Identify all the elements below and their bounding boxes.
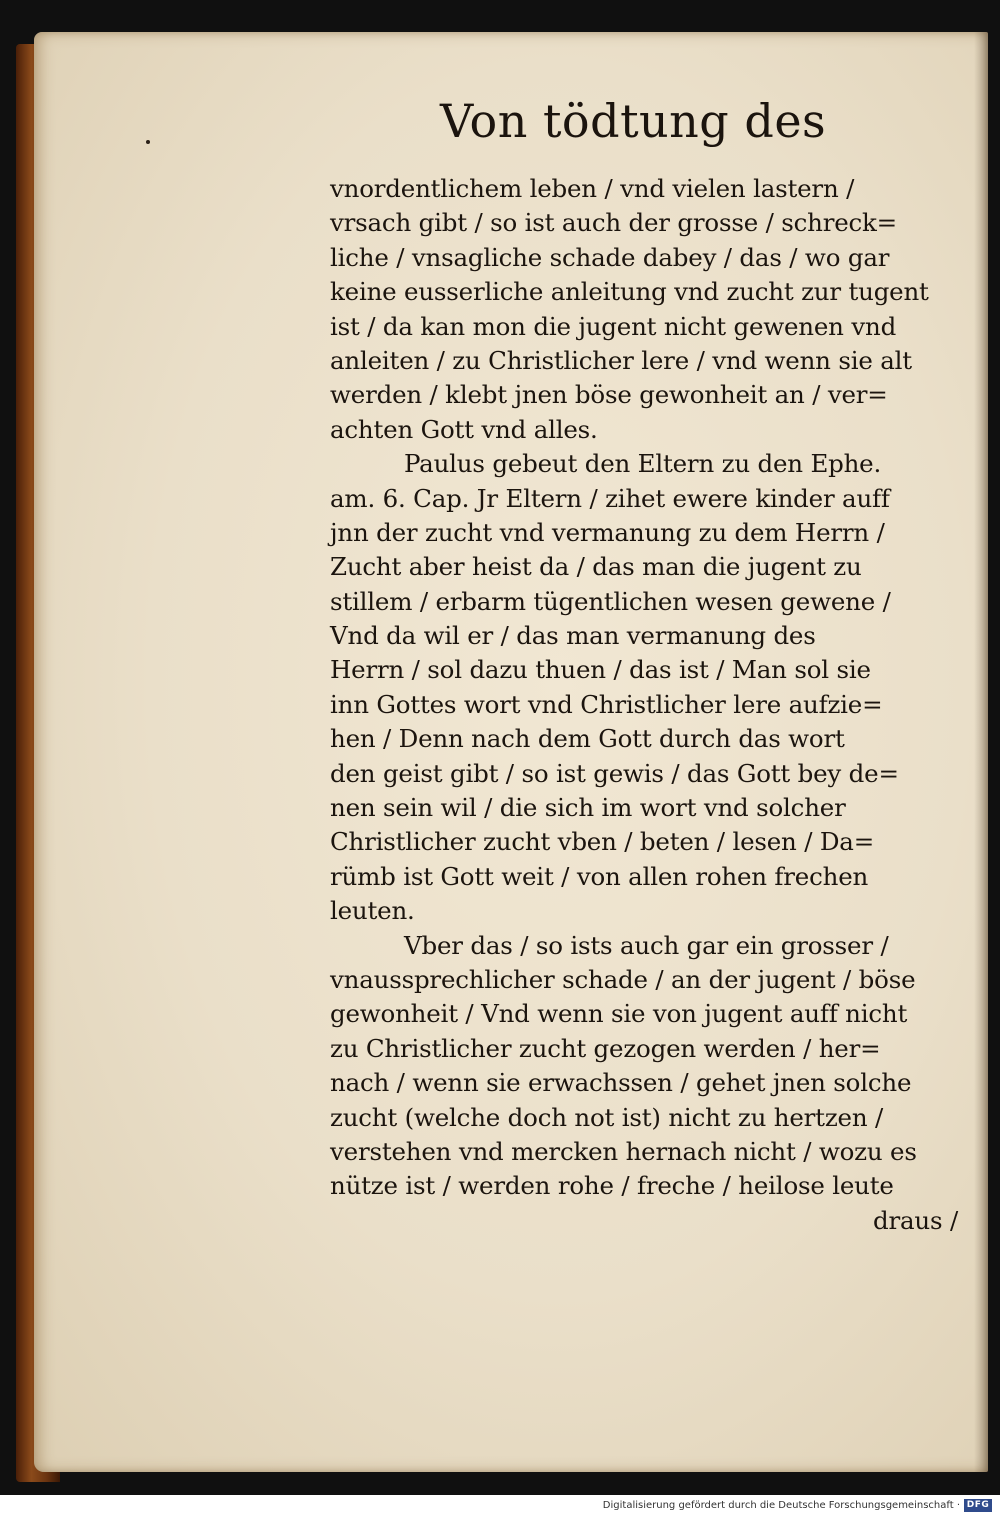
text-line: am. 6. Cap. Jr Eltern / zihet ewere kinder auff: [330, 483, 890, 513]
text-line: liche / vnsagliche schade dabey / das / wo gar: [330, 242, 890, 272]
text-line: inn Gottes wort vnd Christlicher lere aufzie=: [330, 689, 883, 719]
text-line: vrsach gibt / so ist auch der grosse / schreck=: [330, 208, 898, 238]
text-line: rümb ist Gott weit / von allen rohen frechen: [330, 861, 869, 891]
text-line: vnaussprechlicher schade / an der jugent / böse: [330, 964, 916, 994]
text-line: anleiten / zu Christlicher lere / vnd wenn sie alt: [330, 345, 912, 375]
text-line: nach / wenn sie erwachssen / gehet jnen solche: [330, 1068, 912, 1098]
text-line: den geist gibt / so ist gewis / das Gott bey de=: [330, 758, 899, 788]
text-line: leuten.: [330, 896, 415, 926]
text-line: jnn der zucht vnd vermanung zu dem Herrn /: [330, 517, 885, 547]
funding-credit: Digitalisierung gefördert durch die Deutsche Forschungsgemeinschaft ·: [602, 1500, 960, 1511]
text-line: hen / Denn nach dem Gott durch das wort: [330, 724, 845, 754]
text-line: keine eusserliche anleitung vnd zucht zur tugent: [330, 277, 929, 307]
page-gutter-shadow: [974, 32, 988, 1472]
text-line: zu Christlicher zucht gezogen werden / her=: [330, 1033, 881, 1063]
paragraph-start-line: Vber das / so ists auch gar ein grosser /: [404, 930, 889, 960]
text-line: nütze ist / werden rohe / freche / heilose leute: [330, 1171, 894, 1201]
catchword: draus /: [873, 1205, 958, 1235]
text-line: Christlicher zucht vben / beten / lesen / Da=: [330, 827, 875, 857]
dfg-logo-icon: DFG: [964, 1499, 992, 1512]
page-heading: Von tödtung des: [440, 94, 827, 148]
text-line: stillem / erbarm tügentlichen wesen gewene /: [330, 586, 891, 616]
ink-speck: [146, 140, 150, 144]
text-line: nen sein wil / die sich im wort vnd solcher: [330, 793, 846, 823]
text-line: gewonheit / Vnd wenn sie von jugent auff nicht: [330, 999, 908, 1029]
text-line: Zucht aber heist da / das man die jugent zu: [330, 552, 862, 582]
text-line: werden / klebt jnen böse gewonheit an / ver=: [330, 380, 888, 410]
text-line: zucht (welche doch not ist) nicht zu hertzen /: [330, 1102, 884, 1132]
text-line: ist / da kan mon die jugent nicht gewenen vnd: [330, 311, 897, 341]
text-line: vnordentlichem leben / vnd vielen lastern /: [330, 174, 855, 203]
text-line: Vnd da wil er / das man vermanung des: [330, 621, 816, 651]
paragraph-start-line: Paulus gebeut den Eltern zu den Ephe.: [404, 449, 882, 479]
text-line: achten Gott vnd alles.: [330, 414, 598, 444]
body-text: [330, 172, 970, 1238]
text-line: verstehen vnd mercken hernach nicht / wozu es: [330, 1136, 917, 1166]
footer-bar: [0, 1495, 1000, 1517]
text-line: Herrn / sol dazu thuen / das ist / Man sol sie: [330, 655, 871, 685]
